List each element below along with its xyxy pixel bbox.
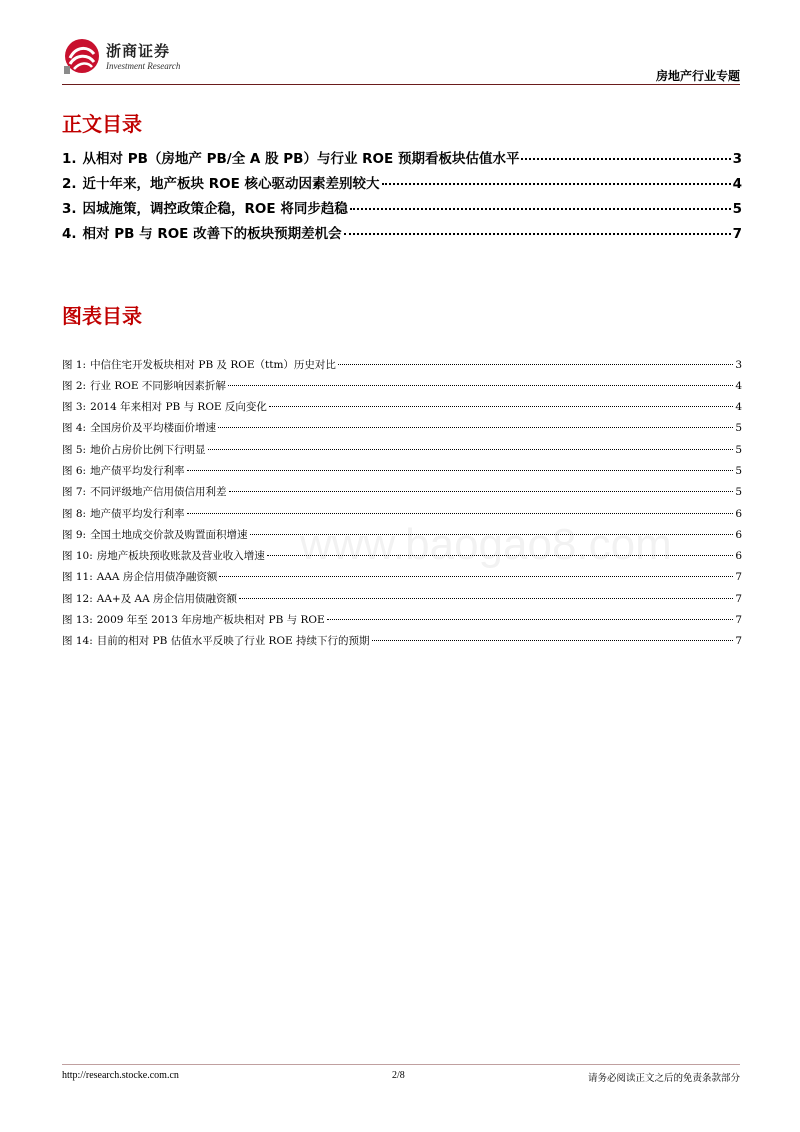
figure-item-text: 全国房价及平均楼面价增速 [90,422,217,435]
figure-item-label: 图 10: [62,550,93,563]
logo-en-text: Investment Research [106,61,181,71]
figure-leader-dots [187,502,734,514]
footer-page-number: 2/8 [392,1070,405,1081]
figure-item-label: 图 5: [62,443,87,456]
figure-item-page: 4 [735,379,742,392]
figure-leader-dots [229,481,734,493]
logo-cn-text: 浙商证券 [106,42,171,60]
figure-item-label: 图 4: [62,422,87,435]
toc-leader-dots [350,195,731,211]
figure-leader-dots [250,523,734,535]
toc-item-number: 1. [62,151,77,167]
toc-item-number: 2. [62,176,77,192]
toc-title: 正文目录 [62,112,142,136]
toc-leader-dots [344,220,731,236]
figure-item-label: 图 12: [62,592,93,605]
figure-item-page: 7 [735,614,742,627]
toc-item-number: 4. [62,226,77,242]
company-logo [62,34,182,78]
header-divider [62,84,740,85]
figure-item-page: 6 [735,507,742,520]
toc-item-text: 因城施策，调控政策企稳，ROE 将同步趋稳 [82,201,348,217]
figure-item-page: 7 [735,592,742,605]
figure-item-page: 6 [735,550,742,563]
figure-item-text: 2009 年至 2013 年房地产板块相对 PB 与 ROE [96,614,325,627]
toc-item-text: 近十年来，地产板块 ROE 核心驱动因素差别较大 [82,176,380,192]
figure-item-text: 2014 年来相对 PB 与 ROE 反向变化 [90,401,267,414]
figure-leader-dots [269,396,733,408]
figure-item-page: 5 [735,464,742,477]
figure-leader-dots [338,353,733,365]
figure-item-label: 图 2: [62,379,87,392]
watermark: www.baogao8.com [300,520,672,569]
figures-list [62,356,742,654]
figures-title: 图表目录 [62,304,142,328]
figure-item-text: AA+及 AA 房企信用债融资额 [96,592,238,605]
figure-item-label: 图 13: [62,614,93,627]
figure-item-text: 行业 ROE 不同影响因素折解 [90,379,226,392]
toc-item[interactable] [62,172,742,197]
figure-leader-dots [327,609,734,621]
figure-item-text: 目前的相对 PB 估值水平反映了行业 ROE 持续下行的预期 [96,635,370,648]
toc-item-number: 3. [62,201,77,217]
footer-divider [62,1064,740,1065]
figure-item-page: 7 [735,571,742,584]
toc-leader-dots [382,170,731,186]
figure-item-page: 5 [735,486,742,499]
toc-item-text: 从相对 PB（房地产 PB/全 A 股 PB）与行业 ROE 预期看板块估值水平 [82,151,520,167]
figure-leader-dots [228,374,733,386]
report-category: 房地产行业专题 [655,69,740,83]
toc-item-page: 7 [732,226,742,242]
figure-item-text: 房地产板块预收账款及营业收入增速 [96,550,265,563]
footer-disclaimer: 请务必阅读正文之后的免责条款部分 [587,1073,740,1084]
figure-leader-dots [208,438,734,450]
figure-leader-dots [239,587,733,599]
figure-leader-dots [372,630,734,642]
figure-item-label: 图 11: [62,571,93,584]
figure-item-text: 地价占房价比例下行明显 [90,443,206,456]
toc-item-page: 5 [732,201,742,217]
figure-item-text: 全国土地成交价款及购置面积增速 [90,528,248,541]
figure-item-page: 7 [735,635,742,648]
figure-item-label: 图 14: [62,635,93,648]
toc-list [62,147,742,247]
figure-item-page: 6 [735,528,742,541]
figure-item-text: 中信住宅开发板块相对 PB 及 ROE（ttm）历史对比 [90,358,336,371]
figure-leader-dots [219,566,733,578]
figure-item-text: 不同评级地产信用债信用利差 [90,486,227,499]
footer-url[interactable]: http://research.stocke.com.cn [62,1070,179,1081]
figure-leader-dots [187,459,734,471]
figure-item-label: 图 9: [62,528,87,541]
figure-item[interactable] [62,633,742,654]
figure-item-label: 图 7: [62,486,87,499]
toc-item-page: 3 [732,151,742,167]
toc-item[interactable] [62,197,742,222]
figure-item-label: 图 6: [62,464,87,477]
toc-item[interactable] [62,147,742,172]
figure-leader-dots [218,417,733,429]
figure-item-text: 地产债平均发行利率 [90,464,185,477]
toc-item[interactable] [62,222,742,247]
figure-item-label: 图 8: [62,507,87,520]
figure-item-text: 地产债平均发行利率 [90,507,185,520]
figure-item-page: 4 [735,401,742,414]
figure-leader-dots [267,545,734,557]
toc-item-text: 相对 PB 与 ROE 改善下的板块预期差机会 [82,226,342,242]
figure-item-page: 3 [735,358,742,371]
figure-item-label: 图 1: [62,358,87,371]
figure-item-page: 5 [735,422,742,435]
figure-item-text: AAA 房企信用债净融资额 [96,571,218,584]
figure-item-page: 5 [735,443,742,456]
figure-item-label: 图 3: [62,401,87,414]
logo-mark-icon [62,36,102,76]
page-header [62,34,740,86]
toc-item-page: 4 [732,176,742,192]
toc-leader-dots [521,145,730,161]
